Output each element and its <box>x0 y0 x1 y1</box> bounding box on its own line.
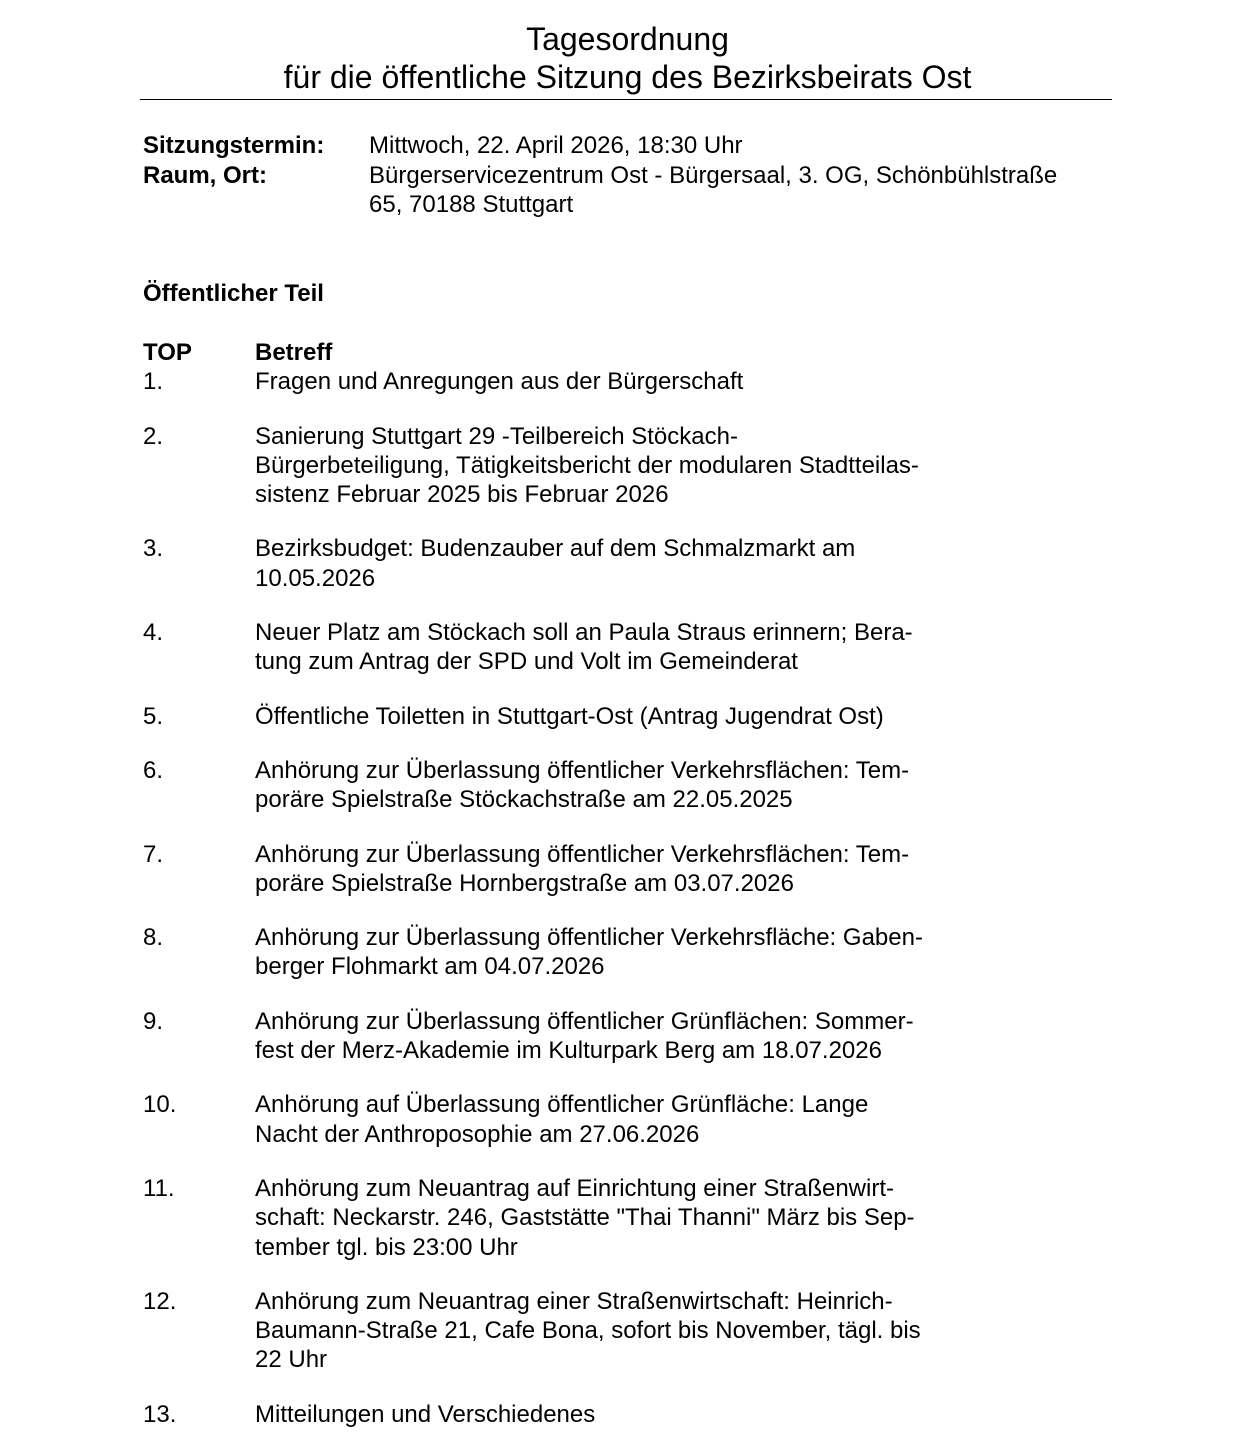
agenda-item <box>143 840 1123 899</box>
agenda-item-subject <box>255 1090 980 1149</box>
agenda-item <box>143 618 1123 677</box>
agenda-item-subject-line: poräre Spielstraße Stöckachstraße am 22.05.2025 <box>255 786 793 814</box>
document-title <box>0 20 1255 96</box>
agenda-item-subject-line: Anhörung zur Überlassung öffentlicher Verkehrsflächen: Tem- <box>255 840 910 868</box>
agenda-item-subject <box>255 702 980 731</box>
agenda-item-subject-line: tung zum Antrag der SPD und Volt im Gemeinderat <box>255 648 798 676</box>
meeting-location-line: 65, 70188 Stuttgart <box>369 191 574 218</box>
meeting-location-line: Bürgerservicezentrum Ost - Bürgersaal, 3. OG, Schönbühlstraße <box>369 161 1058 189</box>
agenda-item-subject-line: Bezirksbudget: Budenzauber auf dem Schmalzmarkt am <box>255 535 856 563</box>
agenda-item-subject-line: Neuer Platz am Stöckach soll an Paula Straus erinnern; Bera- <box>255 619 913 647</box>
agenda-item-subject <box>255 923 980 982</box>
agenda-item-subject <box>255 840 980 899</box>
meeting-location-value <box>369 161 1113 220</box>
agenda-item-subject-line: Fragen und Anregungen aus der Bürgerschaft <box>255 368 744 396</box>
agenda-header-betreff: Betreff <box>255 339 333 366</box>
agenda-item-number: 1. <box>143 368 164 396</box>
agenda-item <box>143 923 1123 982</box>
section-heading: Öffentlicher Teil <box>143 280 324 307</box>
agenda-item-subject-line: 22 Uhr <box>255 1346 328 1374</box>
agenda-list <box>143 338 1123 1429</box>
agenda-item-subject <box>255 756 980 815</box>
agenda-item-subject-line: sistenz Februar 2025 bis Februar 2026 <box>255 481 669 509</box>
agenda-item <box>143 702 1123 731</box>
agenda-item-number: 8. <box>143 924 164 952</box>
agenda-item <box>143 1400 1123 1429</box>
agenda-item-number: 7. <box>143 840 164 868</box>
agenda-item-subject-line: Anhörung zum Neuantrag einer Straßenwirtschaft: Heinrich- <box>255 1287 893 1315</box>
meeting-date-row <box>143 131 1113 161</box>
meeting-location-label: Raum, Ort: <box>143 161 268 189</box>
agenda-item-subject-line: Anhörung zur Überlassung öffentlicher Grünflächen: Sommer- <box>255 1007 914 1035</box>
agenda-item-subject-line: Mitteilungen und Verschiedenes <box>255 1400 596 1428</box>
meeting-info <box>143 131 1113 220</box>
agenda-item-subject <box>255 618 980 677</box>
meeting-date-label: Sitzungstermin: <box>143 132 325 159</box>
agenda-item-subject <box>255 422 980 510</box>
agenda-item <box>143 422 1123 510</box>
agenda-item-subject-line: schaft: Neckarstr. 246, Gaststätte "Thai Thanni" März bis Sep- <box>255 1204 915 1232</box>
meeting-location-row <box>143 161 1113 220</box>
agenda-item-subject-line: Baumann-Straße 21, Cafe Bona, sofort bis November, tägl. bis <box>255 1317 921 1345</box>
agenda-item-number: 5. <box>143 702 164 730</box>
agenda-item <box>143 1287 1123 1375</box>
agenda-item <box>143 534 1123 593</box>
agenda-item-subject <box>255 1287 980 1375</box>
agenda-item-subject-line: Anhörung zum Neuantrag auf Einrichtung einer Straßenwirt- <box>255 1174 894 1202</box>
agenda-item-subject-line: berger Flohmarkt am 04.07.2026 <box>255 953 605 981</box>
agenda-item-subject-line: Bürgerbeteiligung, Tätigkeitsbericht der modularen Stadtteilas- <box>255 451 919 479</box>
agenda-item-subject-line: Anhörung auf Überlassung öffentlicher Grünfläche: Lange <box>255 1091 869 1119</box>
agenda-header-top: TOP <box>143 339 192 366</box>
agenda-item-subject-line: Anhörung zur Überlassung öffentlicher Verkehrsfläche: Gaben- <box>255 924 923 952</box>
agenda-item-subject-line: poräre Spielstraße Hornbergstraße am 03.07.2026 <box>255 869 794 897</box>
agenda-item-subject <box>255 1174 980 1262</box>
agenda-item <box>143 1007 1123 1066</box>
agenda-item-number: 13. <box>143 1400 177 1428</box>
agenda-item-subject <box>255 1400 980 1429</box>
agenda-items <box>143 367 1123 1429</box>
agenda-item-number: 4. <box>143 619 164 647</box>
agenda-item-number: 3. <box>143 535 164 563</box>
agenda-item-subject-line: Anhörung zur Überlassung öffentlicher Verkehrsflächen: Tem- <box>255 756 910 784</box>
agenda-item <box>143 756 1123 815</box>
title-line-1: Tagesordnung <box>526 21 729 57</box>
agenda-item-number: 9. <box>143 1007 164 1035</box>
agenda-item-subject-line: Sanierung Stuttgart 29 -Teilbereich Stöckach- <box>255 422 738 450</box>
agenda-item-number: 12. <box>143 1287 177 1315</box>
agenda-item <box>143 1174 1123 1262</box>
meeting-date-value: Mittwoch, 22. April 2026, 18:30 Uhr <box>369 132 743 159</box>
agenda-item-subject-line: fest der Merz-Akademie im Kulturpark Berg am 18.07.2026 <box>255 1037 882 1065</box>
agenda-header <box>143 338 1123 367</box>
agenda-item <box>143 1090 1123 1149</box>
agenda-item-subject <box>255 1007 980 1066</box>
agenda-item-subject <box>255 534 980 593</box>
agenda-item-subject-line: tember tgl. bis 23:00 Uhr <box>255 1233 518 1261</box>
agenda-item-number: 2. <box>143 422 164 450</box>
agenda-item-number: 10. <box>143 1091 177 1119</box>
agenda-item-subject <box>255 367 980 396</box>
title-line-2: für die öffentliche Sitzung des Bezirksbeirats Ost <box>283 59 972 95</box>
agenda-item-number: 11. <box>143 1174 175 1202</box>
agenda-item-subject-line: Nacht der Anthroposophie am 27.06.2026 <box>255 1120 700 1148</box>
agenda-item-number: 6. <box>143 756 164 784</box>
agenda-item-subject-line: 10.05.2026 <box>255 564 376 592</box>
agenda-item <box>143 367 1123 396</box>
title-divider <box>140 99 1112 100</box>
agenda-item-subject-line: Öffentliche Toiletten in Stuttgart-Ost (Antrag Jugendrat Ost) <box>255 702 884 730</box>
